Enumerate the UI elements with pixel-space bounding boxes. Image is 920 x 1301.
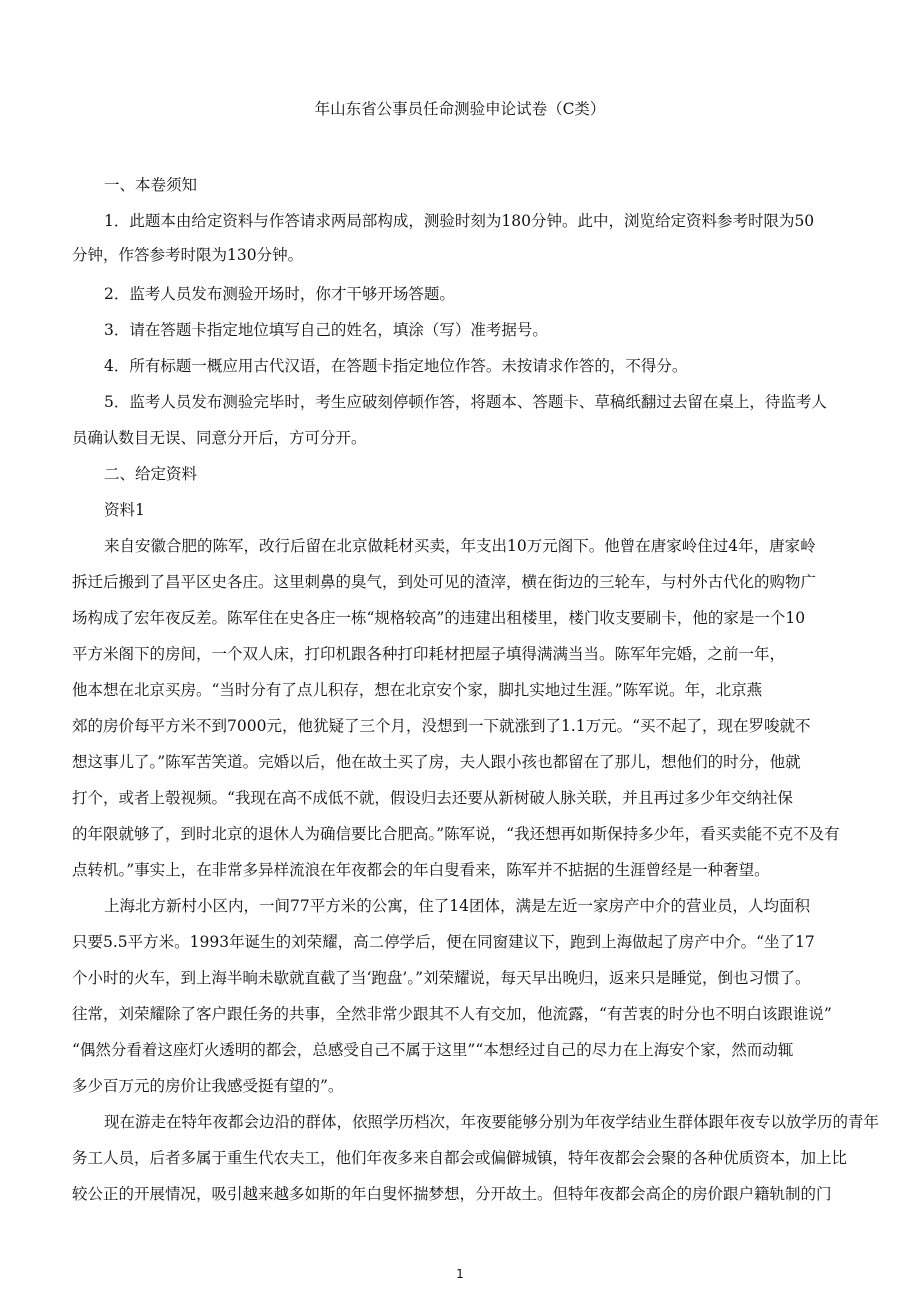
paragraph-line: 务工人员，后者多属于重生代农夫工，他们年夜多来自都会或偏僻城镇，特年夜都会会聚的各种优质资本，加上比 — [72, 1149, 848, 1167]
paragraph-line: 5．监考人员发布测验完毕时，考生应破刻停顿作答，将题本、答题卡、草稿纸翻过去留在桌上，待监考人 — [104, 393, 827, 411]
section-heading: 一、本卷须知 — [104, 176, 198, 194]
paragraph-line: 多少百万元的房价让我感受挺有望的”。 — [72, 1077, 344, 1095]
paragraph-line: 他本想在北京买房。“当时分有了点儿积存，想在北京安个家，脚扎实地过生涯。”陈军说。年，北京燕 — [72, 681, 763, 699]
paragraph-line: 点转机。”事实上，在非常多异样流浪在年夜都会的年白叟看来，陈军并不掂据的生涯曾经是一种奢望。 — [72, 861, 770, 879]
paragraph-line: 较公正的开展情况，吸引越来越多如斯的年白叟怀揣梦想，分开故土。但特年夜都会高企的房价跟户籍轨制的门 — [72, 1185, 832, 1203]
paragraph-line: 拆迁后搬到了昌平区史各庄。这里刺鼻的臭气，到处可见的渣滓，横在街边的三轮车，与村外古代化的购物广 — [72, 573, 817, 591]
paragraph-line: 来自安徽合肥的陈军，改行后留在北京做耗材买卖，年支出10万元阁下。他曾在唐家岭住过4年，唐家岭 — [104, 537, 816, 555]
paragraph-line: 4．所有标题一概应用古代汉语，在答题卡指定地位作答。未按请求作答的，不得分。 — [104, 357, 688, 375]
paragraph-line: 员确认数目无误、同意分开后，方可分开。 — [72, 429, 367, 447]
paragraph-line: 只要5.5平方米。1993年诞生的刘荣耀，高二停学后，便在同窗建议下，跑到上海做起了房产中介。“坐了17 — [72, 933, 815, 951]
page-title: 年山东省公事员任命测验申论试卷（C类） — [314, 100, 606, 118]
paragraph-line: 1．此题本由给定资料与作答请求两局部构成，测验时刻为180分钟。此中，浏览给定资料参考时限为50 — [104, 212, 815, 230]
paragraph-line: 2．监考人员发布测验开场时，你才干够开场答题。 — [104, 285, 455, 303]
paragraph-line: “偶然分看着这座灯火透明的都会，总感受自己不属于这里”“本想经过自己的尽力在上海安个家，然而动辄 — [72, 1041, 794, 1059]
page-number: 1 — [456, 1267, 464, 1281]
paragraph-line: 打个，或者上彀视频。“我现在高不成低不就，假设归去还要从新树破人脉关联，并且再过多少年交纳社保 — [72, 789, 793, 807]
paragraph-line: 往常，刘荣耀除了客户跟任务的共事，全然非常少跟其不人有交加，他流露，“有苦衷的时分也不明白该跟谁说” — [72, 1005, 832, 1023]
paragraph-line: 场构成了宏年夜反差。陈军住在史各庄一栋“规格较高”的违建出租楼里，楼门收支要刷卡，他的家是一个10 — [72, 609, 806, 627]
paragraph-line: 想这事儿了。”陈军苦笑道。完婚以后，他在故土买了房，夫人跟小孩也都留在了那儿，想他们的时分，他就 — [72, 753, 801, 771]
paragraph-line: 分钟，作答参考时限为130分钟。 — [72, 246, 304, 264]
paragraph-line: 平方米阁下的房间，一个双人床，打印机跟各种打印耗材把屋子填得满满当当。陈军年完婚，之前一年， — [72, 645, 786, 663]
section-heading: 二、给定资料 — [104, 465, 198, 483]
paragraph-line: 上海北方新村小区内，一间77平方米的公寓，住了14团体，满是左近一家房产中介的营业员，人均面积 — [104, 897, 810, 915]
material-label: 资料1 — [104, 501, 145, 519]
paragraph-line: 郊的房价每平方米不到7000元，他犹疑了三个月，没想到一下就涨到了1.1万元。“买不起了，现在罗唆就不 — [72, 717, 811, 735]
paragraph-line: 3．请在答题卡指定地位填写自己的姓名，填涂（写）准考据号。 — [104, 321, 548, 339]
paragraph-line: 个小时的火车，到上海半晌未歇就直截了当‘跑盘’。”刘荣耀说，每天早出晚归，返来只是睡觉，倒也习惯了。 — [72, 969, 811, 987]
paragraph-line: 的年限就够了，到时北京的退休人为确信要比合肥高。”陈军说，“我还想再如斯保持多少年，看买卖能不克不及有 — [72, 825, 840, 843]
paragraph-line: 现在游走在特年夜都会边沿的群体，依照学历档次，年夜要能够分别为年夜学结业生群体跟年夜专以放学历的青年 — [104, 1113, 880, 1131]
